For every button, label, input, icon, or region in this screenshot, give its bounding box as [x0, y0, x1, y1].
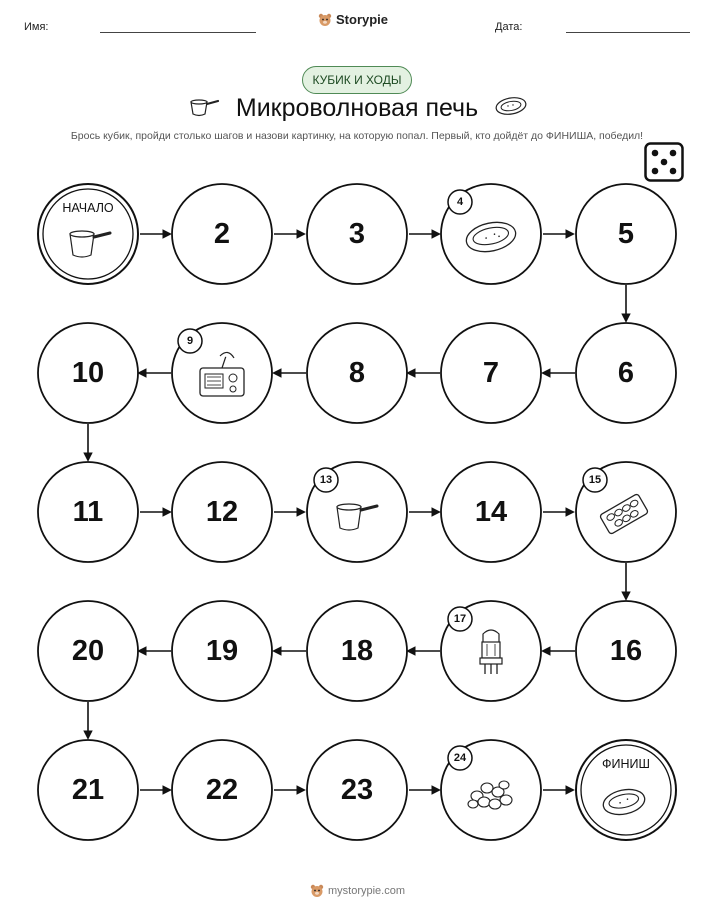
- cell-9-number: 9: [186, 335, 194, 347]
- cell-10-number: 10: [71, 357, 105, 389]
- bear-icon: [310, 884, 324, 898]
- cell-6-number: 6: [617, 357, 635, 389]
- cell-11-number: 11: [72, 496, 104, 528]
- footer-url: mystorypie.com: [328, 885, 406, 897]
- name-label: Имя:: [24, 21, 49, 33]
- cell-20-number: 20: [71, 635, 105, 667]
- cell-19-number: 19: [205, 635, 239, 667]
- cell-7-number: 7: [482, 357, 500, 389]
- cell-13-number: 13: [319, 474, 333, 486]
- finish-label: ФИНИШ: [602, 757, 650, 771]
- cell-23-number: 23: [340, 774, 374, 806]
- cell-5-number: 5: [617, 218, 635, 250]
- cell-14-number: 14: [474, 496, 508, 528]
- cell-4-number: 4: [456, 196, 464, 208]
- start-label: НАЧАЛО: [62, 201, 114, 215]
- date-label: Дата:: [495, 21, 523, 33]
- cell-12-number: 12: [205, 496, 239, 528]
- cell-3-number: 3: [348, 218, 366, 250]
- cell-22-number: 22: [205, 774, 239, 806]
- page-title: Микроволновая печь: [235, 94, 479, 122]
- footer: [310, 884, 405, 898]
- cell-18-number: 18: [340, 635, 374, 667]
- cell-2-number: 2: [213, 218, 231, 250]
- cell-16-number: 16: [609, 635, 643, 667]
- instructions: Брось кубик, пройди столько шагов и назови картинку, на которую попал. Первый, кто дойдёт до ФИНИША, победил!: [70, 130, 644, 142]
- finish-cell: [576, 740, 676, 840]
- start-cell: [38, 184, 138, 284]
- cell-15-number: 15: [588, 474, 602, 486]
- cell-24-number: 24: [453, 752, 467, 764]
- brand-name: Storypie: [336, 12, 389, 27]
- cell-17-number: 17: [453, 613, 467, 625]
- activity-badge: КУБИК И ХОДЫ: [302, 66, 412, 94]
- cell-8-number: 8: [348, 357, 366, 389]
- cell-21-number: 21: [71, 774, 105, 806]
